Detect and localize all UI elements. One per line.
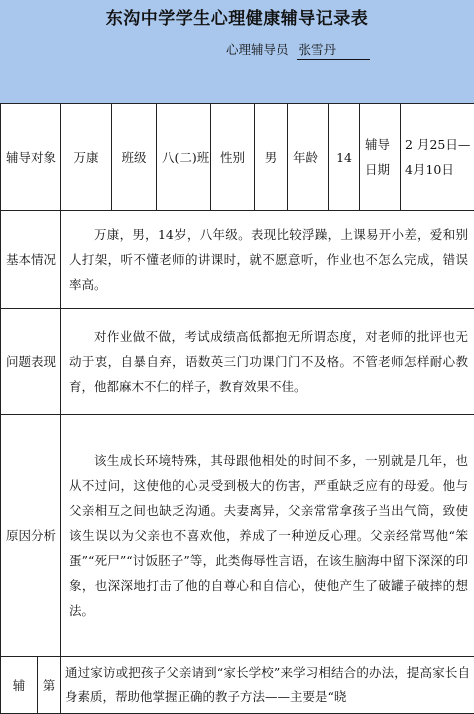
measures-label-b: 第 — [38, 657, 61, 714]
section-text: 该生成长环境特殊，其母跟他相处的时间不多，一别就是几年，也从不过问，这使他的心灵受到极大的伤害，严重缺乏应有的母爱。他与父亲相互之间也缺乏沟通。夫妻离异，父亲常常拿孩子当出气筒，致使该生误以为父亲也不喜欢他，养成了一种逆反心理。父亲经常骂他“笨蛋”“死尸”“讨饭胚子”等，此类侮辱性言语，在该生脑海中留下深深的印象，也深深地打击了他的自尊心和自信心，使他产生了破罐子破摔的想法。 — [61, 415, 474, 657]
section-label: 问题表现 — [1, 309, 61, 415]
class-value: 八(二)班 — [157, 104, 211, 211]
gender-value: 男 — [255, 104, 288, 211]
measures-text: 通过家访或把孩子父亲请到“家长学校”来学习相结合的办法，提高家长自身素质，帮助他掌握正确的教子方法——主要是“晓 — [61, 657, 474, 714]
section-cause — [1, 415, 474, 657]
record-table — [0, 103, 474, 714]
age-value: 14 — [329, 104, 360, 211]
student-name: 万康 — [61, 104, 112, 211]
counselor-label: 心理辅导员 — [226, 42, 289, 57]
date-value: 2 月25日—4月10日 — [401, 104, 474, 211]
class-label: 班级 — [112, 104, 157, 211]
counselor-line — [226, 40, 370, 60]
section-label: 基本情况 — [1, 211, 61, 309]
section-label: 原因分析 — [1, 415, 61, 657]
date-label: 辅导日期 — [360, 104, 401, 211]
measures-label-a: 辅 — [1, 657, 38, 714]
form-header — [0, 0, 474, 103]
section-basic — [1, 211, 474, 309]
form-title: 东沟中学学生心理健康辅导记录表 — [0, 4, 474, 29]
target-label: 辅导对象 — [1, 104, 61, 211]
age-label: 年龄 — [288, 104, 329, 211]
section-measures — [1, 657, 474, 714]
gender-label: 性别 — [211, 104, 255, 211]
section-text: 对作业做不做，考试成绩高低都抱无所谓态度，对老师的批评也无动于衷，自暴自弃，语数英三门功课门门不及格。不管老师怎样耐心教育，他都麻木不仁的样子，教育效果不佳。 — [61, 309, 474, 415]
section-text: 万康，男，14岁，八年级。表现比较浮躁，上课易开小差，爱和别人打架，听不懂老师的讲课时，就不愿意听，作业也不怎么完成，错误率高。 — [61, 211, 474, 309]
info-row — [1, 104, 474, 211]
section-problem — [1, 309, 474, 415]
counselor-name: 张雪丹 — [297, 40, 371, 60]
